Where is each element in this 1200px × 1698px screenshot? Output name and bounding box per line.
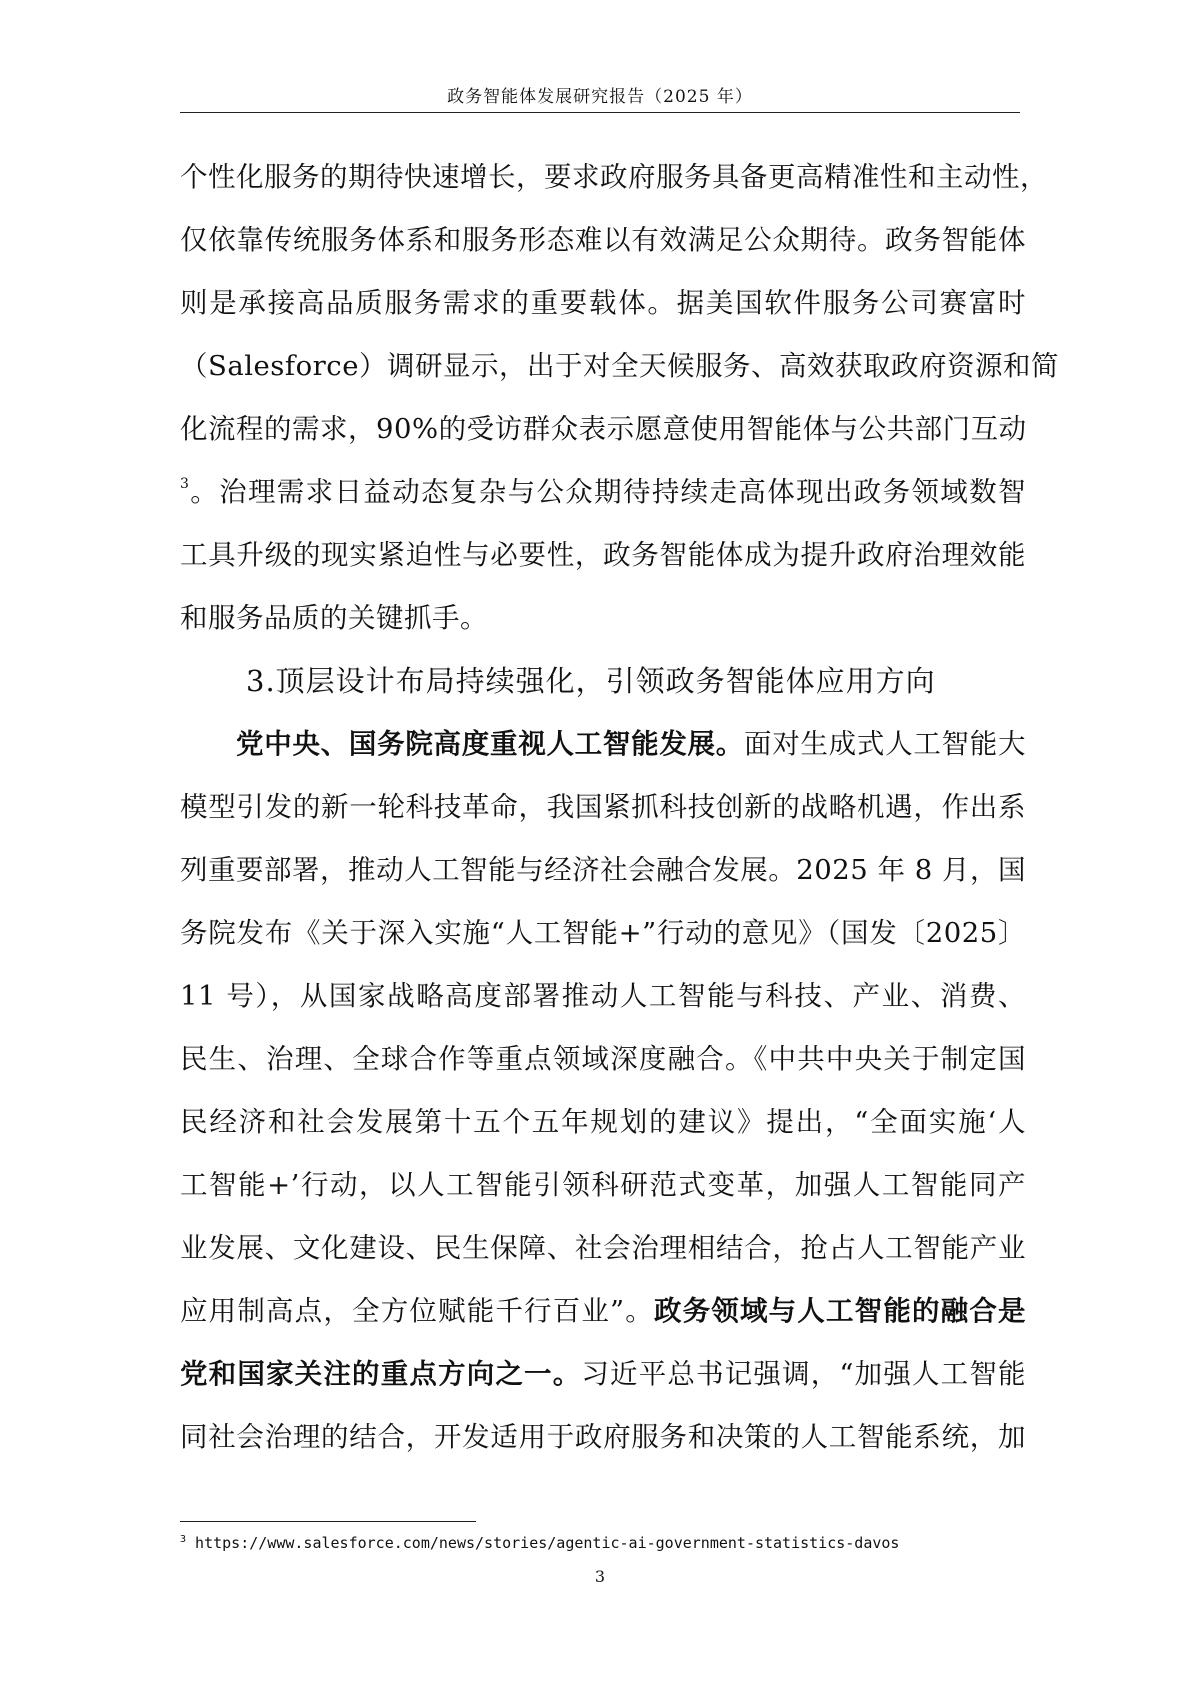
text-segment: 习近平总书记强调，“加强人工智能 — [581, 1358, 1027, 1390]
header-rule — [180, 112, 1020, 113]
text-line: 工具升级的现实紧迫性与必要性，政务智能体成为提升政府治理效能 — [180, 539, 1026, 571]
footnote-reference[interactable]: 3 — [180, 476, 190, 492]
text-line: 11 号），从国家战略高度部署推动人工智能与科技、产业、消费、 — [180, 980, 1026, 1012]
section-heading: 3.顶层设计布局持续强化，引领政务智能体应用方向 — [246, 664, 936, 698]
text-line: 个性化服务的期待快速增长，要求政府服务具备更高精准性和主动性， — [180, 161, 1048, 193]
footnote-rule — [180, 1521, 476, 1522]
running-header: 政务智能体发展研究报告（2025 年） — [447, 87, 753, 107]
footnote-url[interactable]: https://www.salesforce.com/news/stories/agentic-ai-government-statistics-davos — [186, 1534, 900, 1552]
text-line: 同社会治理的结合，开发适用于政府服务和决策的人工智能系统，加 — [180, 1421, 1026, 1453]
text-line: 列重要部署，推动人工智能与经济社会融合发展。2025 年 8 月，国 — [180, 854, 1026, 886]
text-line: 仅依靠传统服务体系和服务形态难以有效满足公众期待。政务智能体 — [180, 224, 1026, 256]
text-line: 务院发布《关于深入实施“人工智能+”行动的意见》（国发〔2025〕 — [180, 917, 1026, 949]
text-line: 民经济和社会发展第十五个五年规划的建议》提出，“全面实施‘人 — [180, 1106, 1026, 1138]
text-line: 工智能+’行动，以人工智能引领科研范式变革，加强人工智能同产 — [180, 1169, 1026, 1201]
text-line — [180, 1343, 1026, 1406]
text-line: 则是承接高品质服务需求的重要载体。据美国软件服务公司赛富时 — [180, 287, 1026, 319]
text-line — [180, 461, 1026, 524]
text-line: 化流程的需求，90%的受访群众表示愿意使用智能体与公共部门互动 — [180, 413, 1027, 445]
footnote — [180, 1534, 899, 1552]
bold-segment: 党和国家关注的重点方向之一。 — [180, 1358, 582, 1390]
bold-lead: 党中央、国务院高度重视人工智能发展。 — [236, 728, 744, 760]
text-segment: 应用制高点，全方位赋能千行百业”。 — [180, 1295, 654, 1327]
text-line: 和服务品质的关键抓手。 — [180, 602, 488, 634]
body-text — [180, 146, 1059, 1469]
page-number: 3 — [594, 1567, 606, 1586]
bold-segment: 政务领域与人工智能的融合是 — [653, 1295, 1026, 1327]
text-segment: 。治理需求日益动态复杂与公众期待持续走高体现出政务领域数智 — [189, 476, 1026, 508]
footnote-number: 3 — [180, 1534, 187, 1545]
text-line: 模型引发的新一轮科技革命，我国紧抓科技创新的战略机遇，作出系 — [180, 791, 1026, 823]
text-line — [180, 713, 1026, 776]
text-line: 业发展、文化建设、民生保障、社会治理相结合，抢占人工智能产业 — [180, 1232, 1026, 1264]
text-line: 民生、治理、全球合作等重点领域深度融合。《中共中央关于制定国 — [180, 1043, 1026, 1075]
text-segment: 面对生成式人工智能大 — [744, 728, 1026, 760]
text-line: （Salesforce）调研显示，出于对全天候服务、高效获取政府资源和简 — [180, 350, 1059, 382]
text-line — [180, 1280, 1026, 1343]
